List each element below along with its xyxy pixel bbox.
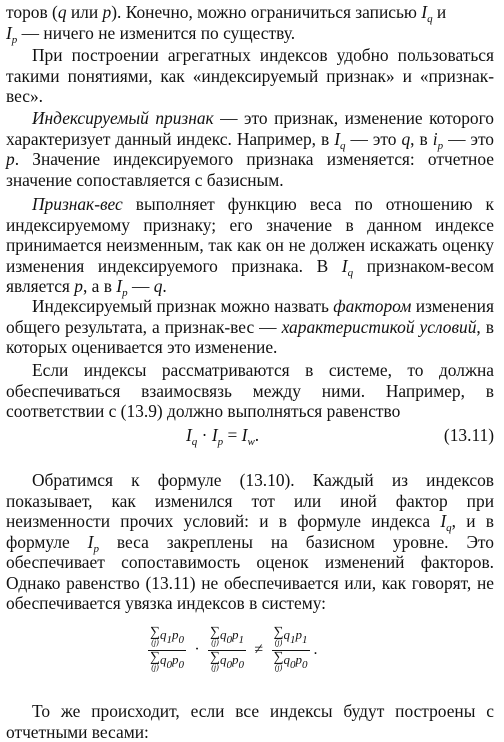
equation-13-11: $I_q \cdot I_p = I_w$.	[186, 425, 260, 448]
term-indexed-attribute: Индексируемый признак	[32, 108, 214, 128]
paragraph-aggregate-indices: При построении агрегатных индексов удобно пользоваться такими понятиями, как «индексируемый признак» и «признак-вес».	[6, 45, 494, 106]
term-factor: фактором	[333, 296, 412, 316]
paragraph-factor: Индексируемый признак можно назвать фактором изменения общего результата, а признак-вес — характеристикой условий, в которых оценивается это изменение.	[6, 296, 494, 357]
equation-number: (13.11)	[443, 425, 494, 445]
fraction-2: ∑ (j) $q_0p_1$ ∑ (j) $q_0p_0$	[210, 625, 245, 672]
term-weight-attribute: Признак-вес	[32, 194, 123, 214]
term-conditions: характеристикой условий	[281, 316, 477, 337]
fraction-3: ∑ (j) $q_1p_1$ ∑ (j) $q_0p_0$	[273, 625, 308, 672]
fraction-1: ∑ (j) $q_1p_0$ ∑ (j) $q_0p_0$	[150, 625, 184, 672]
inequality-formula: ∑ (j) $q_1p_0$ ∑ (j) $q_0p_0$ · ∑ (j) $q_0p_1$ ∑ (j) $q_0p_0$ ≠ ∑ (j) $q_1p_1$ ∑ (j) $q_0p_0$ .	[150, 625, 318, 672]
paragraph-reporting-weights: То же происходит, если все индексы будут построены с отчетными весами:	[6, 701, 494, 742]
paragraph-weight-attribute: Признак-вес выполняет функцию веса по отношению к индексируемому признаку; его значение в данном индексе принимается неизменным, так как он не должен искажать оценку изменения индексируемого признака. В $I_q$ признаком-весом является p, а в $I_p$ — q.	[6, 194, 494, 299]
paragraph-line-fragment: торов (q или p). Конечно, можно ограничиться записью $I_q$ и $I_p$ — ничего не изменится по существу.	[6, 2, 447, 46]
paragraph-indexed-attribute: Индексируемый признак — это признак, изменение которого характеризует данный индекс. Например, в $I_q$ — это q, в $i_p$ — это p. Значение индексируемого признака изменяется: отчетное значение сопоставляется с базисным.	[6, 108, 495, 190]
paragraph-system: Если индексы рассматриваются в системе, то должна обеспечиваться взаимосвязь между ними. Например, в соответствии с (13.9) должно выполняться равенство	[6, 360, 494, 421]
paragraph-formula-13-10: Обратимся к формуле (13.10). Каждый из индексов показывает, как изменился тот или иной фактор при неизменности прочих условий: и в формуле индекса $I_q$, и в формуле $I_p$ веса закреплены на базисном уровне. Это обеспечивает сопоставимость оценок изменений факторов. Однако равенство (13.11) не обеспечивается или, как говорят, не обеспечивается увязка индексов в систему:	[6, 470, 495, 613]
